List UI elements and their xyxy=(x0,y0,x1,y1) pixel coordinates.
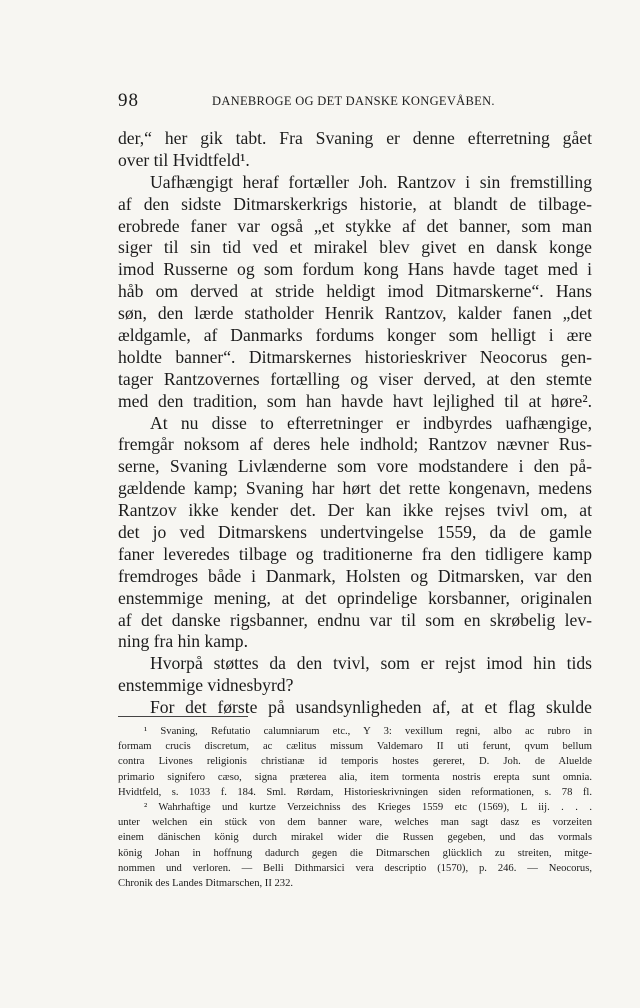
text-line: tager Rantzovernes fortælling og viser derved, at den stemte xyxy=(118,368,592,389)
footnote-line: nommen und verloren. — Belli Dithmarsici vera descriptio (1570), p. 246. — Neocorus, xyxy=(118,862,592,874)
footnotes xyxy=(118,724,592,891)
text-line: siger til sin tid ved et mirakel blev givet en dansk konge xyxy=(118,237,592,258)
running-head: DANEBROGE OG DET DANSKE KONGEVÅBEN. xyxy=(212,94,495,108)
text-line: Rantzov ikke kender det. Der kan ikke rejses tvivl om, at xyxy=(118,500,592,521)
footnote-line: primario signifero cæso, signa præterea alia, item tormenta nostris erepta sunt omnia. xyxy=(118,771,592,783)
text-line: fremgår noksom af deres hele indhold; Rantzov nævner Rus- xyxy=(118,434,592,455)
text-line: faner leveredes tilbage og traditionerne fra den tidligere kamp xyxy=(118,543,592,564)
text-line: serne, Svaning Livlænderne som vore modstandere i den på- xyxy=(118,456,592,477)
text-line: enstemmige vidnesbyrd? xyxy=(118,675,294,696)
text-line: af den sidste Ditmarskerkrigs historie, at blandt de tilbage- xyxy=(118,193,592,214)
page-header xyxy=(118,90,592,112)
body-text xyxy=(118,128,592,719)
footnote-divider xyxy=(118,716,248,717)
footnote-line: ¹ Svaning, Refutatio calumniarum etc., Y 3: vexillum regni, albo ac rubro in xyxy=(144,726,592,737)
footnote-line: ² Wahrhaftige und kurtze Verzeichniss des Krieges 1559 etc (1569), L iij. . . . xyxy=(144,801,592,813)
footnote-line: unter welchen ein stück von dem banner ware, welches man sagt dasz es vorzeiten xyxy=(118,817,592,829)
text-line: holdte banner“. Ditmarskernes historieskriver Neocorus gen- xyxy=(118,346,592,367)
text-line: det jo ved Ditmarskens undertvingelse 1559, da de gamle xyxy=(118,522,592,543)
text-line: ældgamle, af Danmarks fordums konger som helligt i ære xyxy=(118,325,592,346)
text-line: For det første på usandsynligheden af, at et flag skulde xyxy=(150,697,592,718)
footnote-line: contra Livones religionis christianæ id temporis hostes gereret, D. Joh. de Aluelde xyxy=(118,756,592,768)
text-line: søn, den lærde statholder Henrik Rantzov, kalder fanen „det xyxy=(118,303,592,324)
text-line: af det danske rigsbanner, endnu var til som en skrøbelig lev- xyxy=(118,609,592,630)
text-line: erobrede faner var også „et stykke af det banner, som man xyxy=(118,215,592,236)
page-number: 98 xyxy=(118,90,139,111)
text-line: håb om derved at stride heldigt imod Ditmarskerne“. Hans xyxy=(118,281,592,302)
text-line: ning fra hin kamp. xyxy=(118,631,248,652)
text-line: imod Russerne og som fordum kong Hans havde taget med i xyxy=(118,259,592,280)
footnote-line: könig Johan in hoffnung dadurch gegen die Ditmarschen glücklich zu streiten, mitge- xyxy=(118,847,592,859)
text-line: Hvorpå støttes da den tvivl, som er rejst imod hin tids xyxy=(150,653,592,674)
text-line: over til Hvidtfeld¹. xyxy=(118,149,250,170)
text-line: enstemmige mening, at det oprindelige korsbanner, originalen xyxy=(118,587,592,608)
text-line: med den tradition, som han havde havt lejlighed til at høre². xyxy=(118,390,592,411)
text-line: At nu disse to efterretninger er indbyrdes uafhængige, xyxy=(150,412,592,433)
text-line: Uafhængigt heraf fortæller Joh. Rantzov i sin fremstilling xyxy=(150,171,592,192)
footnote-line: formam crucis discretum, ac cælitus missum Valdemaro II uti ferunt, qvum bellum xyxy=(118,741,592,753)
text-line: der,“ her gik tabt. Fra Svaning er denne efterretning gået xyxy=(118,128,592,148)
footnote-line: Chronik des Landes Ditmarschen, II 232. xyxy=(118,877,294,889)
footnote-line: einem dänischen könig durch mirakel wider die Russen gegeben, und das vormals xyxy=(118,832,592,844)
text-line: gældende kamp; Svaning har hørt det rette kongenavn, medens xyxy=(118,478,592,499)
footnote-line: Hvidtfeld, s. 1033 f. 184. Sml. Rørdam, Historieskrivningen siden reformationen, s. 78 fl. xyxy=(118,786,592,798)
text-line: fremdroges både i Danmark, Holsten og Ditmarsken, var den xyxy=(118,565,592,586)
